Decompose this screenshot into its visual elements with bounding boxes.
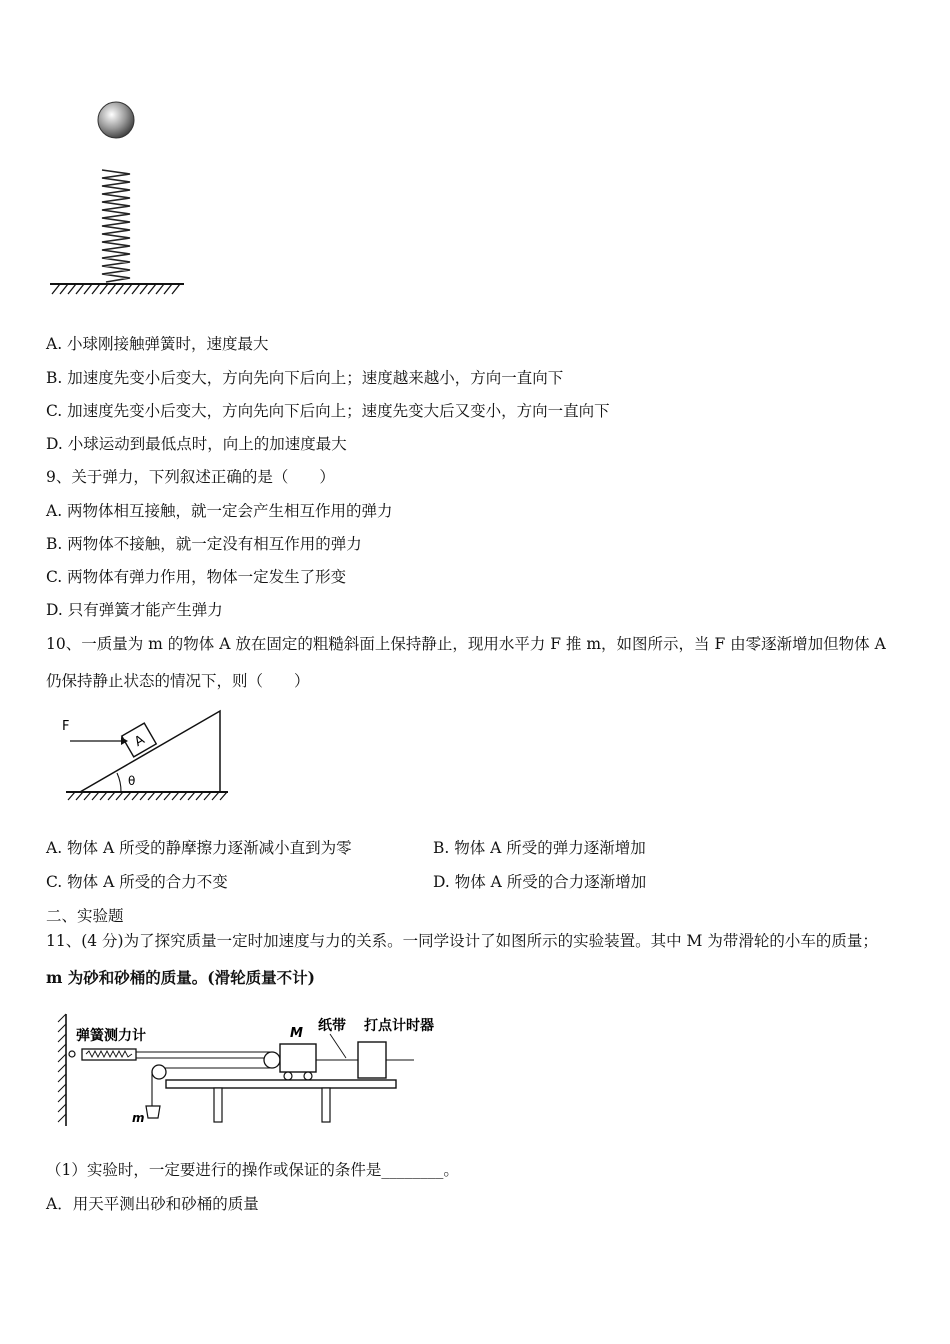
cart-wheel-right [304,1072,312,1080]
q10-option-d: D. 物体 A 所受的合力逐渐增加 [433,873,647,891]
angle-label: θ [128,774,136,788]
incline-triangle [80,711,220,792]
table-leg-right [322,1088,330,1122]
q11-sub1-option-a: A．用天平测出砂和砂桶的质量 [46,1195,259,1213]
q10-option-b: B. 物体 A 所受的弹力逐渐增加 [433,839,646,857]
q11-sub1: （1）实验时，一定要进行的操作或保证的条件是________。 [46,1161,459,1179]
q9-option-d: D. 只有弹簧才能产生弹力 [46,601,223,619]
force-label: F [62,719,70,734]
q8-option-a: A. 小球刚接触弹簧时，速度最大 [46,335,269,353]
q10-option-a: A. 物体 A 所受的静摩擦力逐渐减小直到为零 [46,839,352,857]
ball [98,102,134,138]
block-a-label: A [132,732,148,751]
section-title: 二、实验题 [46,907,124,925]
q9-option-c: C. 两物体有弹力作用，物体一定发生了形变 [46,568,347,586]
bucket-label: m [132,1111,145,1125]
track-board [166,1080,396,1088]
q10-stem-line1: 10、一质量为 m 的物体 A 放在固定的粗糙斜面上保持静止，现用水平力 F 推 m，如图所示，当 F 由零逐渐增加但物体 A [46,635,886,653]
q9-option-b: B. 两物体不接触，就一定没有相互作用的弹力 [46,535,362,553]
timer [358,1042,386,1078]
timer-label: 打点计时器 [364,1018,434,1034]
wall-hatching [58,1014,66,1122]
cart-wheel-left [284,1072,292,1080]
bucket [146,1106,160,1118]
incline-ground-hatching [68,792,227,800]
spring-scale-label: 弹簧测力计 [76,1028,146,1044]
q11-stem-line2: m 为砂和砂桶的质量。(滑轮质量不计) [46,968,315,987]
experiment-figure [46,1010,446,1130]
angle-arc [117,773,121,792]
tape-label: 纸带 [318,1018,346,1034]
cart-label: M [290,1026,303,1041]
ball-spring-figure [44,98,204,298]
cart-pulley [264,1052,280,1068]
tape-label-leader [330,1034,346,1058]
q9-option-a: A. 两物体相互接触，就一定会产生相互作用的弹力 [46,502,393,520]
q8-option-d: D. 小球运动到最低点时，向上的加速度最大 [46,435,347,453]
q10-option-c: C. 物体 A 所受的合力不变 [46,873,228,891]
hanging-pulley [152,1065,166,1079]
q8-option-b: B. 加速度先变小后变大，方向先向下后向上；速度越来越小，方向一直向下 [46,369,564,387]
table-leg-left [214,1088,222,1122]
ground-hatching [52,284,180,294]
q11-stem-line1: 11、(4 分)为了探究质量一定时加速度与力的关系。一同学设计了如图所示的实验装置。其中 M 为带滑轮的小车的质量； [46,932,878,950]
spring [102,170,130,282]
cart [280,1044,316,1072]
q10-stem-line2: 仍保持静止状态的情况下，则（ ） [46,672,310,690]
q8-option-c: C. 加速度先变小后变大，方向先向下后向上；速度先变大后又变小，方向一直向下 [46,402,610,420]
q9-stem: 9、关于弹力，下列叙述正确的是（ ） [46,468,335,486]
incline-figure [58,708,258,808]
wall-hook [69,1051,75,1057]
